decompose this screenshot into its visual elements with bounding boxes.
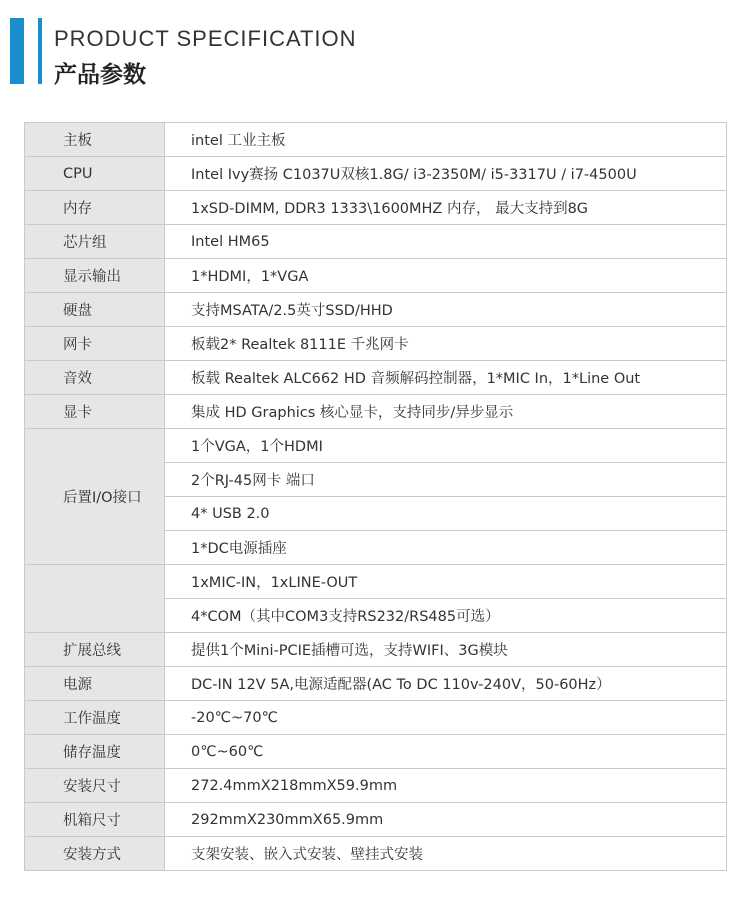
- row-value: 0℃~60℃: [165, 735, 727, 769]
- row-value: Intel HM65: [165, 225, 727, 259]
- title-chinese: 产品参数: [54, 62, 146, 88]
- table-row: [25, 429, 727, 463]
- row-label: 机箱尺寸: [25, 803, 165, 837]
- table-row: [25, 293, 727, 327]
- row-label-rear-io: 后置I/O接口: [25, 429, 165, 565]
- row-label: 显卡: [25, 395, 165, 429]
- row-value: 1*DC电源插座: [165, 531, 727, 565]
- row-label: 内存: [25, 191, 165, 225]
- row-value: -20℃~70℃: [165, 701, 727, 735]
- row-label-empty: [25, 565, 165, 633]
- row-value: 板载2* Realtek 8111E 千兆网卡: [165, 327, 727, 361]
- row-value: intel 工业主板: [165, 123, 727, 157]
- row-value: 4*COM（其中COM3支持RS232/RS485可选）: [165, 599, 727, 633]
- row-label: 显示输出: [25, 259, 165, 293]
- row-value: 272.4mmX218mmX59.9mm: [165, 769, 727, 803]
- spec-table: [24, 122, 727, 871]
- row-value: 1个VGA，1个HDMI: [165, 429, 727, 463]
- row-label: 工作温度: [25, 701, 165, 735]
- row-label: 网卡: [25, 327, 165, 361]
- table-row: [25, 667, 727, 701]
- row-label: 安装方式: [25, 837, 165, 871]
- table-row: [25, 191, 727, 225]
- table-row: [25, 735, 727, 769]
- row-value: 2个RJ-45网卡 端口: [165, 463, 727, 497]
- table-row: [25, 769, 727, 803]
- row-value: 1xMIC-IN，1xLINE-OUT: [165, 565, 727, 599]
- table-row: [25, 327, 727, 361]
- row-value: 1*HDMI，1*VGA: [165, 259, 727, 293]
- table-row: [25, 361, 727, 395]
- row-value: 4* USB 2.0: [165, 497, 727, 531]
- accent-bar-thin: [38, 18, 42, 84]
- table-row: [25, 225, 727, 259]
- row-value: 292mmX230mmX65.9mm: [165, 803, 727, 837]
- table-row: [25, 123, 727, 157]
- table-row: [25, 837, 727, 871]
- row-value: 集成 HD Graphics 核心显卡，支持同步/异步显示: [165, 395, 727, 429]
- accent-bar-wide: [10, 18, 24, 84]
- row-label: 储存温度: [25, 735, 165, 769]
- row-value: 提供1个Mini-PCIE插槽可选，支持WIFI、3G模块: [165, 633, 727, 667]
- row-label: 扩展总线: [25, 633, 165, 667]
- row-label: 芯片组: [25, 225, 165, 259]
- row-label: 电源: [25, 667, 165, 701]
- row-label: CPU: [25, 157, 165, 191]
- row-value: 1xSD-DIMM, DDR3 1333\1600MHZ 内存， 最大支持到8G: [165, 191, 727, 225]
- table-row: [25, 157, 727, 191]
- table-row: [25, 633, 727, 667]
- table-row: [25, 701, 727, 735]
- table-row: [25, 565, 727, 599]
- row-value: DC-IN 12V 5A,电源适配器(AC To DC 110v-240V，50-60Hz）: [165, 667, 727, 701]
- table-row: [25, 803, 727, 837]
- row-label: 主板: [25, 123, 165, 157]
- table-row: [25, 395, 727, 429]
- row-value: 支架安装、嵌入式安装、壁挂式安装: [165, 837, 727, 871]
- row-label: 安装尺寸: [25, 769, 165, 803]
- row-value: Intel Ivy赛扬 C1037U双核1.8G/ i3-2350M/ i5-3317U / i7-4500U: [165, 157, 727, 191]
- row-label: 音效: [25, 361, 165, 395]
- row-value: 支持MSATA/2.5英寸SSD/HHD: [165, 293, 727, 327]
- page-header: [0, 0, 750, 100]
- title-english: PRODUCT SPECIFICATION: [54, 26, 357, 51]
- row-value: 板载 Realtek ALC662 HD 音频解码控制器，1*MIC In，1*Line Out: [165, 361, 727, 395]
- table-row: [25, 259, 727, 293]
- row-label: 硬盘: [25, 293, 165, 327]
